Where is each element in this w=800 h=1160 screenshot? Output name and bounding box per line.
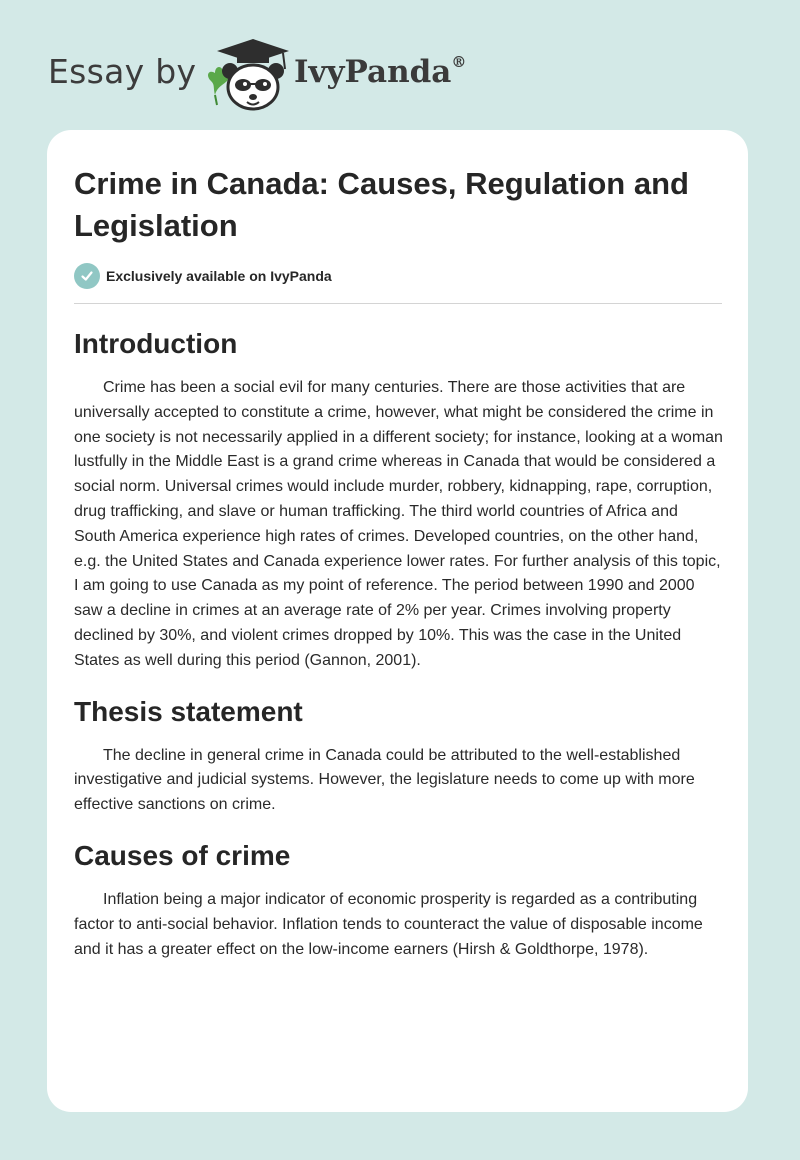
title-divider bbox=[74, 303, 722, 304]
brand-text[interactable]: IvyPanda bbox=[294, 54, 452, 90]
checkmark-icon bbox=[74, 263, 100, 289]
brand-name[interactable] bbox=[294, 54, 466, 90]
section-paragraph: The decline in general crime in Canada could be attributed to the well-established investigative and judicial systems. However, the legislature needs to come up with more effective sanctions on crime. bbox=[74, 746, 695, 814]
registered-mark: ® bbox=[451, 52, 467, 71]
essay-by-label: Essay by bbox=[48, 52, 197, 91]
essay-body bbox=[74, 320, 724, 976]
essay-card bbox=[47, 130, 748, 1112]
section-heading: Thesis statement bbox=[74, 695, 303, 727]
exclusive-label: Exclusively available on IvyPanda bbox=[106, 268, 332, 284]
section-introduction bbox=[74, 320, 724, 674]
section-causes-of-crime bbox=[74, 832, 724, 962]
section-paragraph: Inflation being a major indicator of economic prosperity is regarded as a contributing factor to anti-social behavior. Inflation tends to counteract the value of disposable income and it has a greater effect on the low-income earners (Hirsh & Goldthorpe, 1978). bbox=[74, 890, 703, 958]
section-paragraph: Crime has been a social evil for many centuries. There are those activities that are universally accepted to constitute a crime, however, what might be considered the crime in one society is not necessarily applied in a different society; for instance, looking at a woman lustfully in the Middle East is a grand crime whereas in Canada that would be considered a social norm. Universal crimes would include murder, robbery, kidnapping, rape, corruption, drug trafficking, and slave or human trafficking. The third world countries of Africa and South America experience high rates of crimes. Developed countries, on the other hand, e.g. the United States and Canada experience lower rates. For further analysis of this topic, I am going to use Canada as my point of reference. The period between 1990 and 2000 saw a decline in crimes at an average rate of 2% per year. Crimes involving property declined by 30%, and violent crimes dropped by 10%. This was the case in the United States as well during this period (Gannon, 2001). bbox=[74, 379, 723, 669]
site-header bbox=[48, 30, 548, 110]
exclusive-badge bbox=[74, 263, 332, 289]
section-heading: Introduction bbox=[74, 328, 238, 359]
section-heading: Causes of crime bbox=[74, 839, 291, 871]
essay-title: Crime in Canada: Causes, Regulation and Legislation bbox=[74, 166, 689, 243]
section-thesis-statement bbox=[74, 688, 724, 818]
panda-logo-icon[interactable] bbox=[203, 35, 293, 113]
